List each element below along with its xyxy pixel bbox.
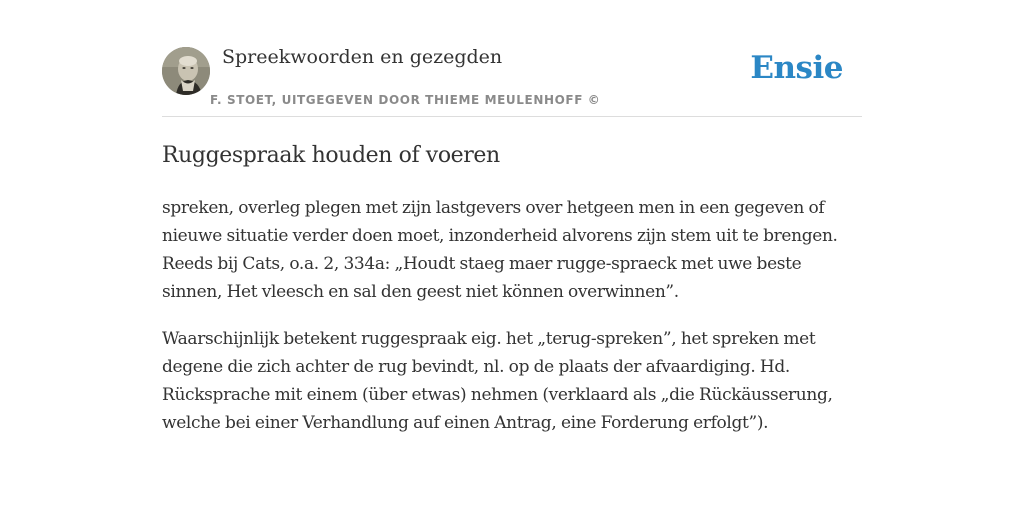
source-header [162,40,862,117]
entry-paragraph: Waarschijnlijk betekent ruggespraak eig. het „terug-spreken”, het spreken met degene die zich achter de rug bevindt, nl. op de plaats der afvaardiging. Hd. Rücksprache mit einem (über etwas) nehmen (verklaard als „die Rückäusserung, welche bei einer Verhandlung auf einen Antrag, eine Forderung erfolgt”). [162,329,833,433]
portrait-icon [162,47,210,95]
author-portrait-avatar [162,47,210,95]
source-credit: F. STOET, UITGEGEVEN DOOR THIEME MEULENHOFF © [210,93,601,107]
ensie-logo-link[interactable]: Ensie [750,50,843,86]
entry-title: Ruggespraak houden of voeren [162,143,500,168]
entry-card [162,40,862,437]
source-title[interactable]: Spreekwoorden en gezegden [222,46,503,68]
entry-paragraph: spreken, overleg plegen met zijn lastgevers over hetgeen men in een gegeven of nieuwe situatie verder doen moet, inzonderheid alvorens zijn stem uit te brengen. Reeds bij Cats, o.a. 2, 334a: „Houdt staeg maer rugge-spraeck met uwe beste sinnen, Het vleesch en sal den geest niet können overwinnen”. [162,198,838,302]
